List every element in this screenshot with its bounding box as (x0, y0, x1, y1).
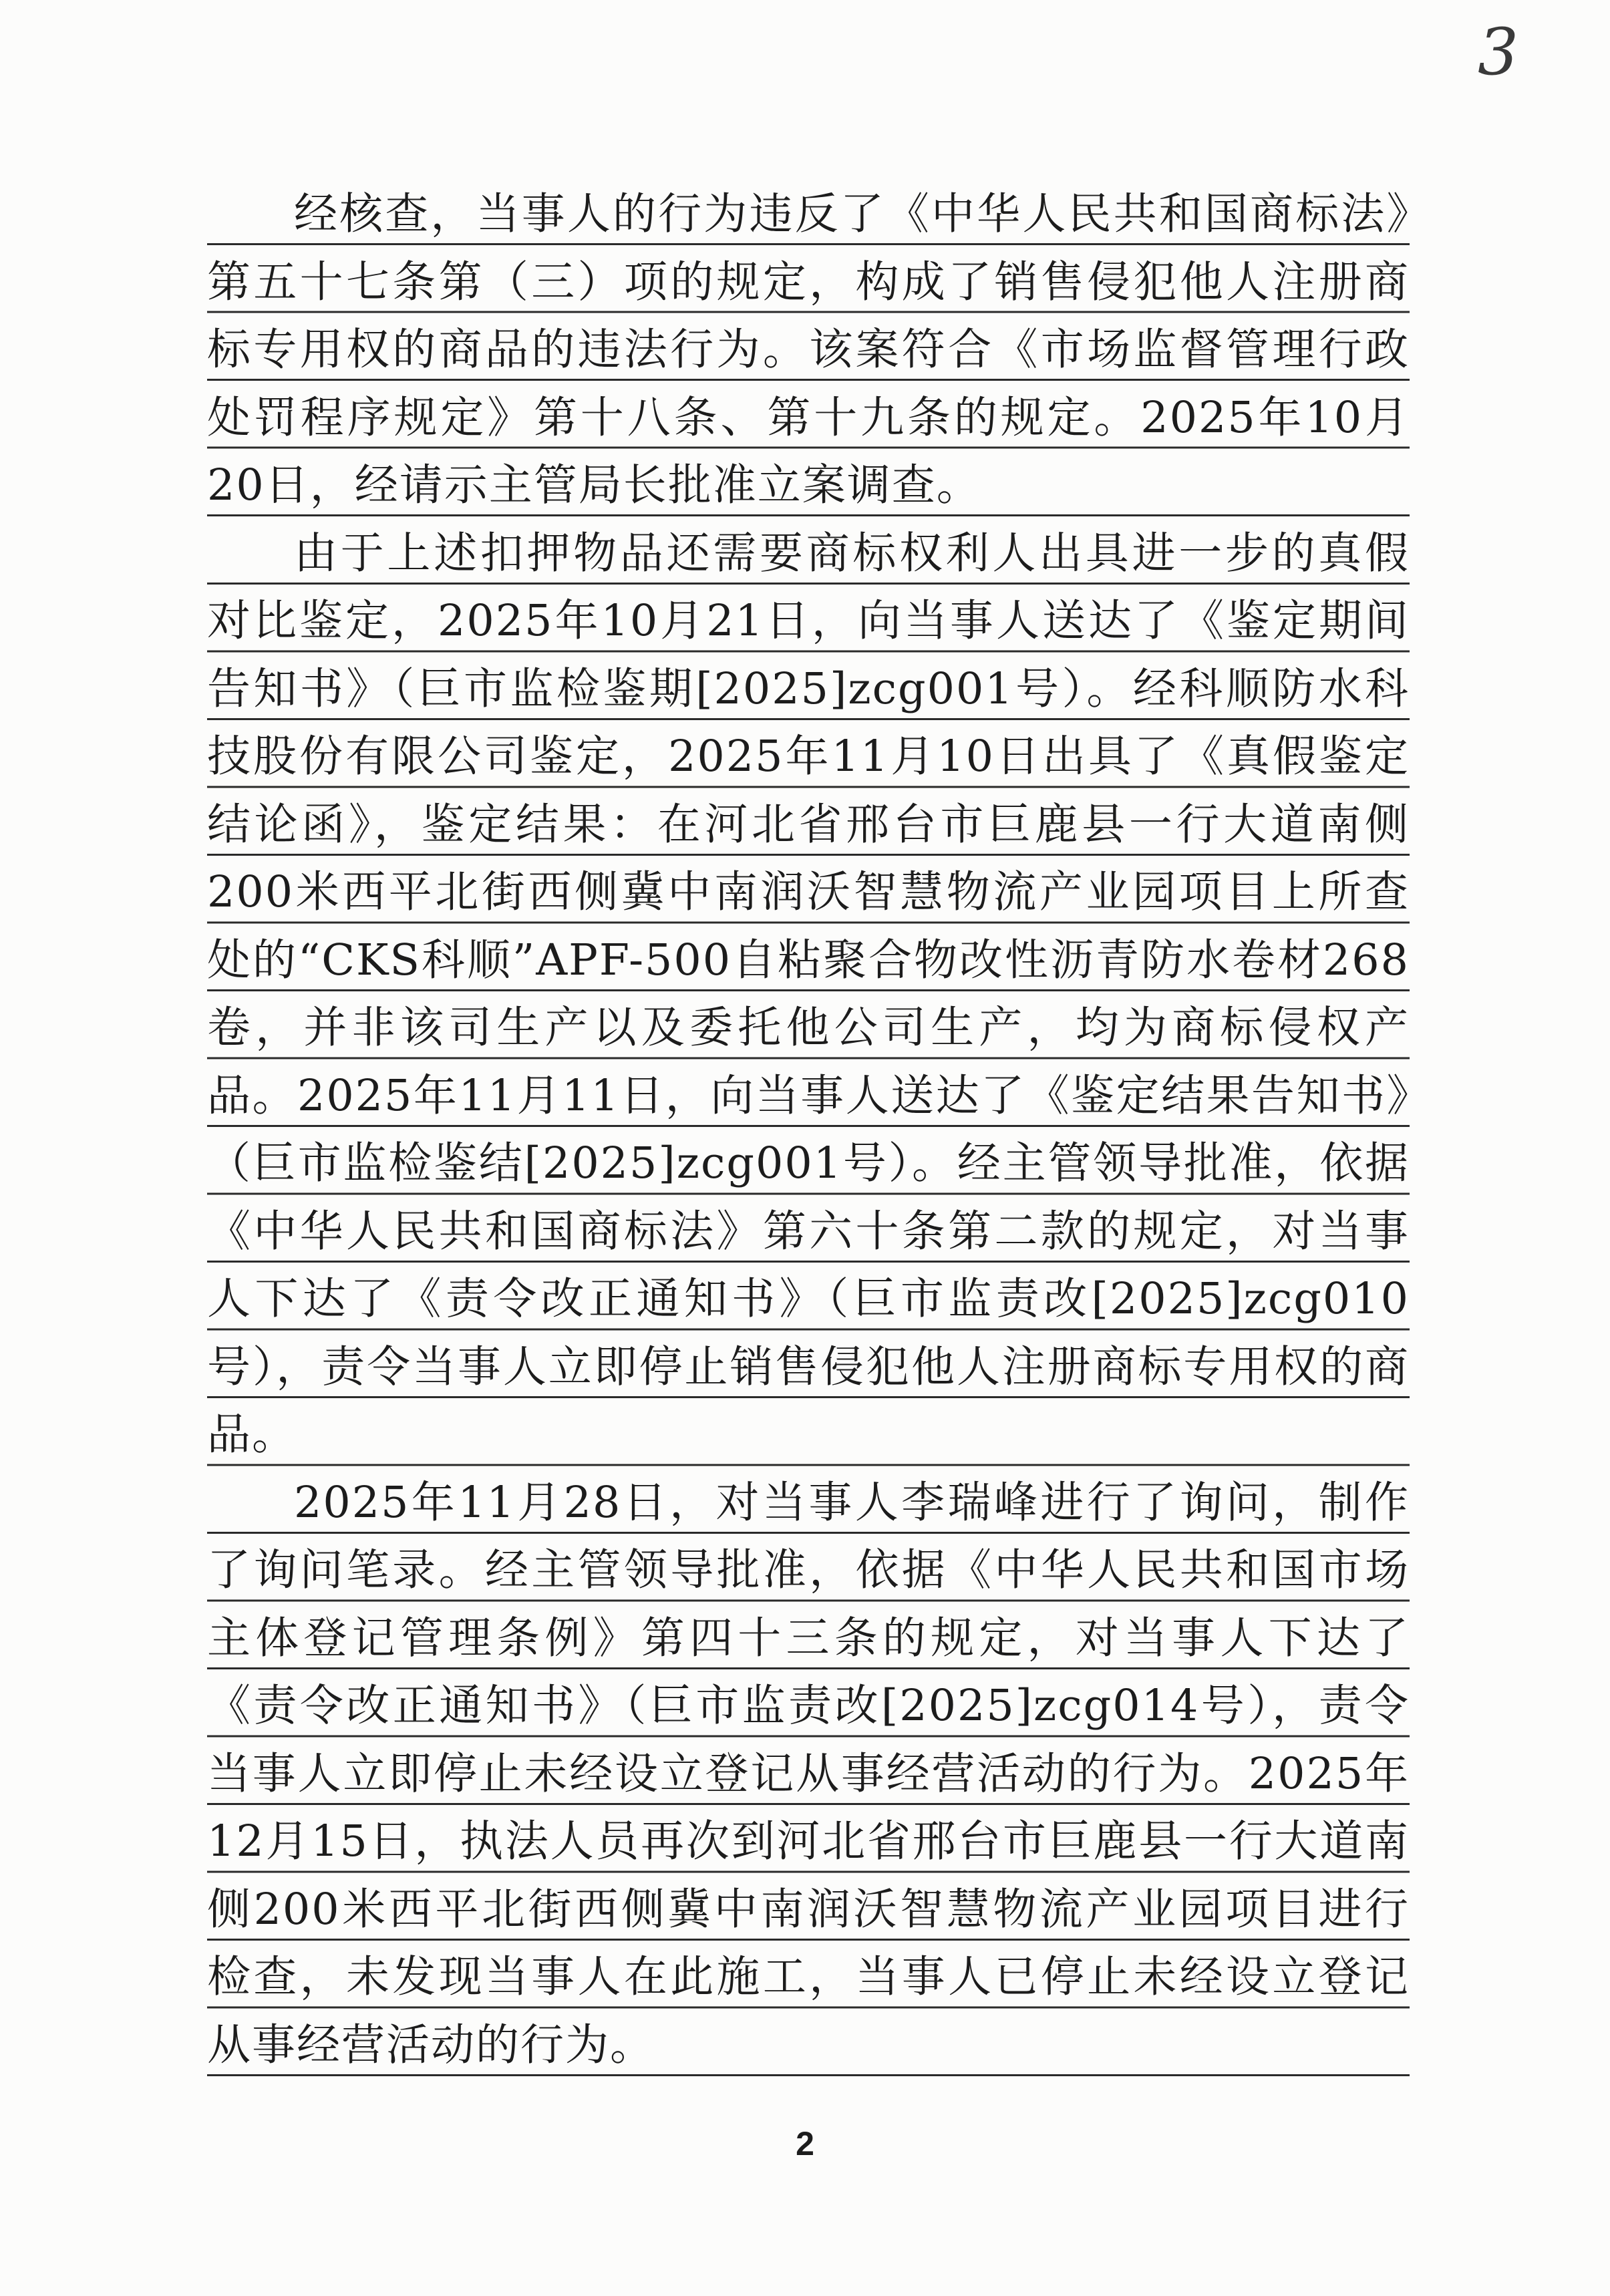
paragraph-appraisal: 由于上述扣押物品还需要商标权利人出具进一步的真假对比鉴定，2025年10月21日，向当事人送达了《鉴定期间告知书》（巨市监检鉴期[2025]zcg001号）。经科顺防水科技股份有限公司鉴定，2025年11月10日出具了《真假鉴定结论函》，鉴定结果：在河北省邢台市巨鹿县一行大道南侧200米西平北街西侧冀中南润沃智慧物流产业园项目上所查处的“CKS科顺”APF-500自粘聚合物改性沥青防水卷材268卷，并非该司生产以及委托他公司生产，均为商标侵权产品。2025年11月11日，向当事人送达了《鉴定结果告知书》（巨市监检鉴结[2025]zcg001号）。经主管领导批准，依据《中华人民共和国商标法》第六十条第二款的规定，对当事人下达了《责令改正通知书》（巨市监责改[2025]zcg010号），责令当事人立即停止销售侵犯他人注册商标专用权的商品。 (207, 520, 1410, 1469)
document-body (207, 180, 1410, 2079)
page-number: 2 (796, 2125, 814, 2162)
handwritten-page-mark: 3 (1478, 15, 1519, 90)
paragraph-case-filing: 经核查，当事人的行为违反了《中华人民共和国商标法》第五十七条第（三）项的规定，构成了销售侵犯他人注册商标专用权的商品的违法行为。该案符合《市场监督管理行政处罚程序规定》第十八条、第十九条的规定。2025年10月20日，经请示主管局长批准立案调查。 (207, 180, 1410, 520)
paragraph-inquiry: 2025年11月28日，对当事人李瑞峰进行了询问，制作了询问笔录。经主管领导批准，依据《中华人民共和国市场主体登记管理条例》第四十三条的规定，对当事人下达了《责令改正通知书》（巨市监责改[2025]zcg014号），责令当事人立即停止未经设立登记从事经营活动的行为。2025年12月15日，执法人员再次到河北省邢台市巨鹿县一行大道南侧200米西平北街西侧冀中南润沃智慧物流产业园项目进行检查，未发现当事人在此施工，当事人已停止未经设立登记从事经营活动的行为。 (207, 1469, 1410, 2080)
